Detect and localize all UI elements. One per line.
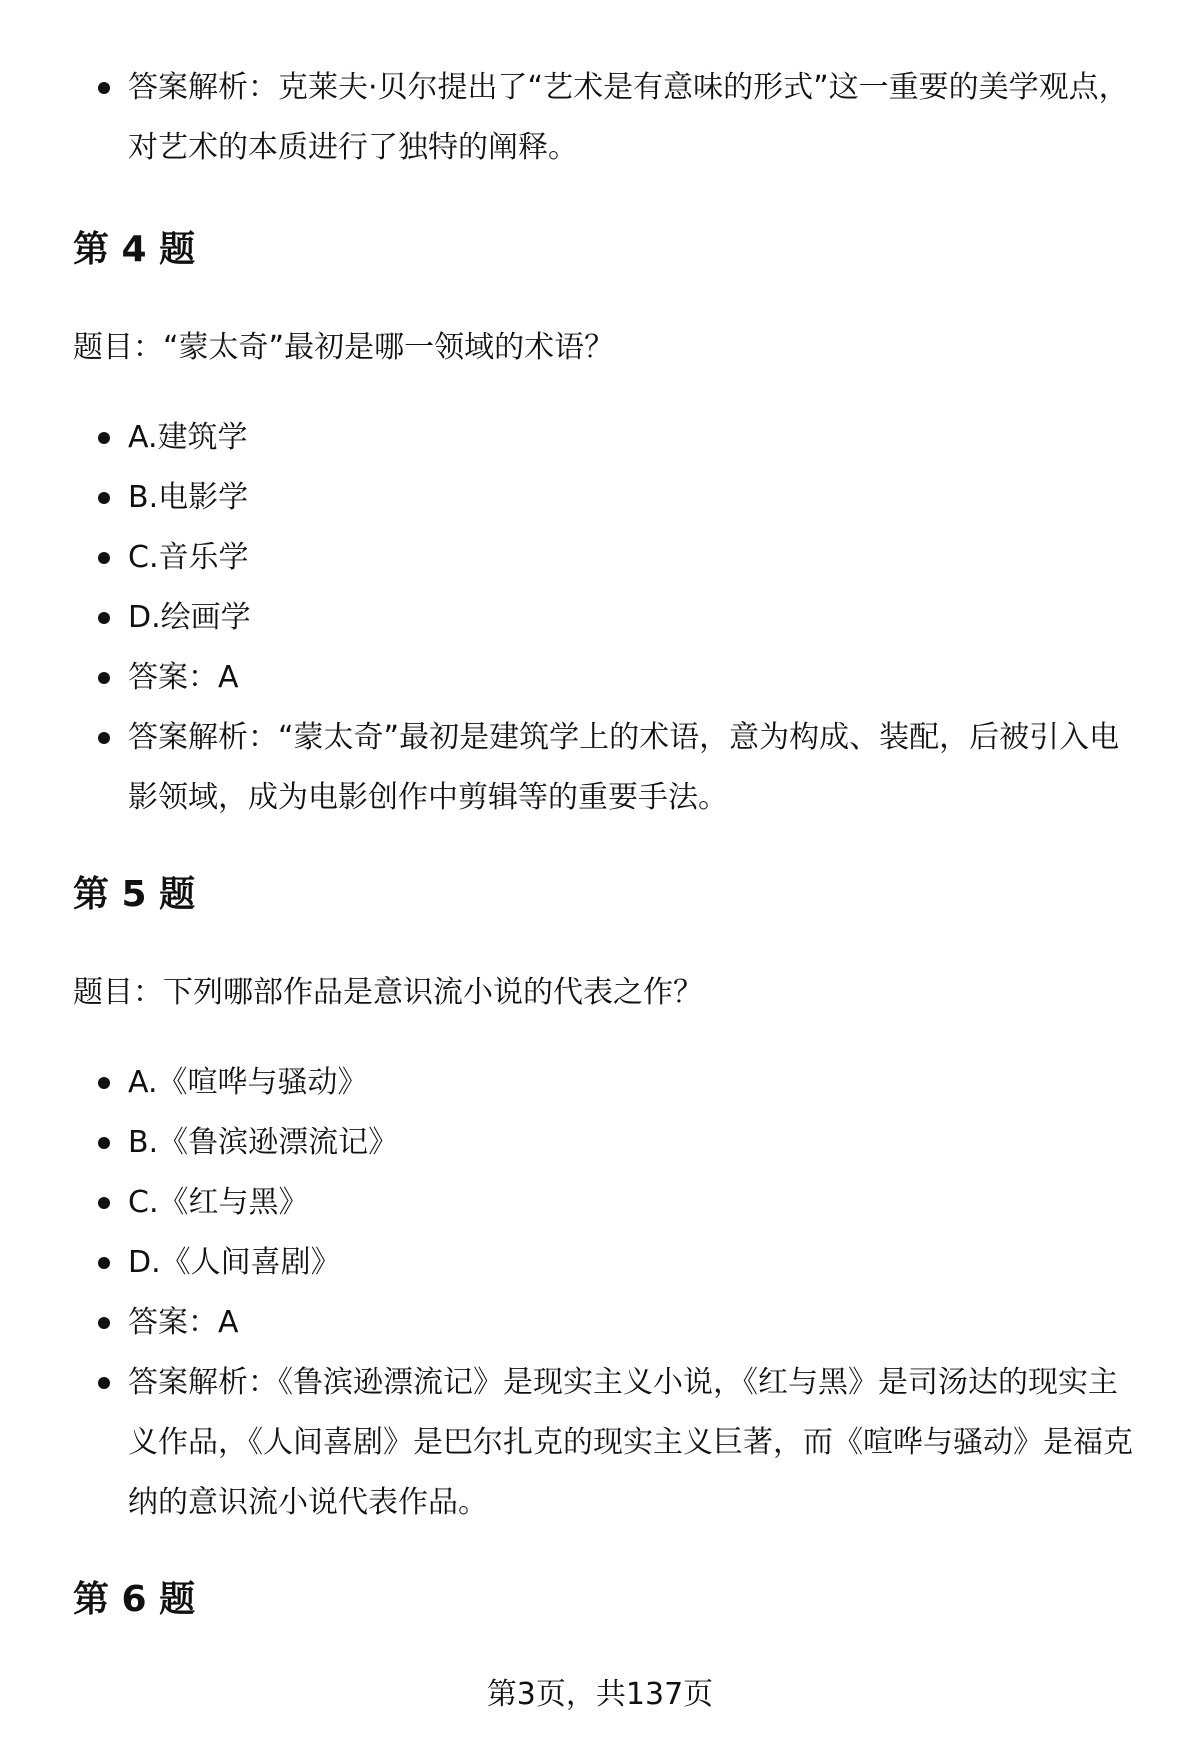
q3-list (0, 58, 1200, 178)
q5-answer (0, 1293, 1200, 1353)
q4-analysis-text: 答案解析：“蒙太奇”最初是建筑学上的术语，意为构成、装配，后被引入电影领域，成为电影创作中剪辑等的重要手法。 (128, 720, 1120, 815)
q5-analysis-text: 答案解析：《鲁滨逊漂流记》是现实主义小说，《红与黑》是司汤达的现实主义作品，《人间喜剧》是巴尔扎克的现实主义巨著，而《喧哗与骚动》是福克纳的意识流小说代表作品。 (128, 1365, 1133, 1520)
q3-analysis-item (0, 58, 1200, 178)
bullet-dot (98, 1197, 110, 1209)
q5-heading: 第 5 题 (73, 874, 196, 915)
q5-option-c-text: C.《红与黑》 (128, 1185, 309, 1220)
q4-option-d-text: D.绘画学 (128, 600, 251, 635)
bullet-dot (98, 732, 110, 744)
q6-heading: 第 6 题 (73, 1579, 196, 1620)
q4-answer-text: 答案：A (128, 660, 239, 695)
q4-stem: 题目：“蒙太奇”最初是哪一领域的术语？ (73, 330, 615, 365)
bullet-dot (98, 672, 110, 684)
bullet-dot (98, 1077, 110, 1089)
q4-option-b-text: B.电影学 (128, 480, 249, 515)
q4-analysis (0, 708, 1200, 828)
q5-option-a (0, 1053, 1200, 1113)
q4-option-a-text: A.建筑学 (128, 420, 248, 455)
q5-stem: 题目：下列哪部作品是意识流小说的代表之作？ (73, 975, 703, 1010)
bullet-dot (98, 612, 110, 624)
q4-option-a (0, 408, 1200, 468)
q4-list (0, 408, 1200, 828)
bullet-dot (98, 1257, 110, 1269)
q4-heading: 第 4 题 (73, 229, 196, 270)
q4-option-d (0, 588, 1200, 648)
page-footer: 第3页，共137页 (486, 1677, 714, 1712)
q3-analysis-text: 答案解析：克莱夫·贝尔提出了“艺术是有意味的形式”这一重要的美学观点，对艺术的本质进行了独特的阐释。 (128, 70, 1129, 165)
bullet-dot (98, 1317, 110, 1329)
q5-option-d (0, 1233, 1200, 1293)
q5-option-a-text: A.《喧哗与骚动》 (128, 1065, 368, 1100)
q4-option-b (0, 468, 1200, 528)
bullet-dot (98, 432, 110, 444)
bullet-dot (98, 82, 110, 94)
bullet-dot (98, 1137, 110, 1149)
q5-list (0, 1053, 1200, 1533)
q5-option-c (0, 1173, 1200, 1233)
q5-option-b-text: B.《鲁滨逊漂流记》 (128, 1125, 399, 1160)
bullet-dot (98, 492, 110, 504)
q4-answer (0, 648, 1200, 708)
q5-answer-text: 答案：A (128, 1305, 239, 1340)
q4-option-c (0, 528, 1200, 588)
bullet-dot (98, 1377, 110, 1389)
bullet-dot (98, 552, 110, 564)
q4-option-c-text: C.音乐学 (128, 540, 249, 575)
q5-analysis (0, 1353, 1200, 1533)
q5-option-b (0, 1113, 1200, 1173)
q5-option-d-text: D.《人间喜剧》 (128, 1245, 341, 1280)
